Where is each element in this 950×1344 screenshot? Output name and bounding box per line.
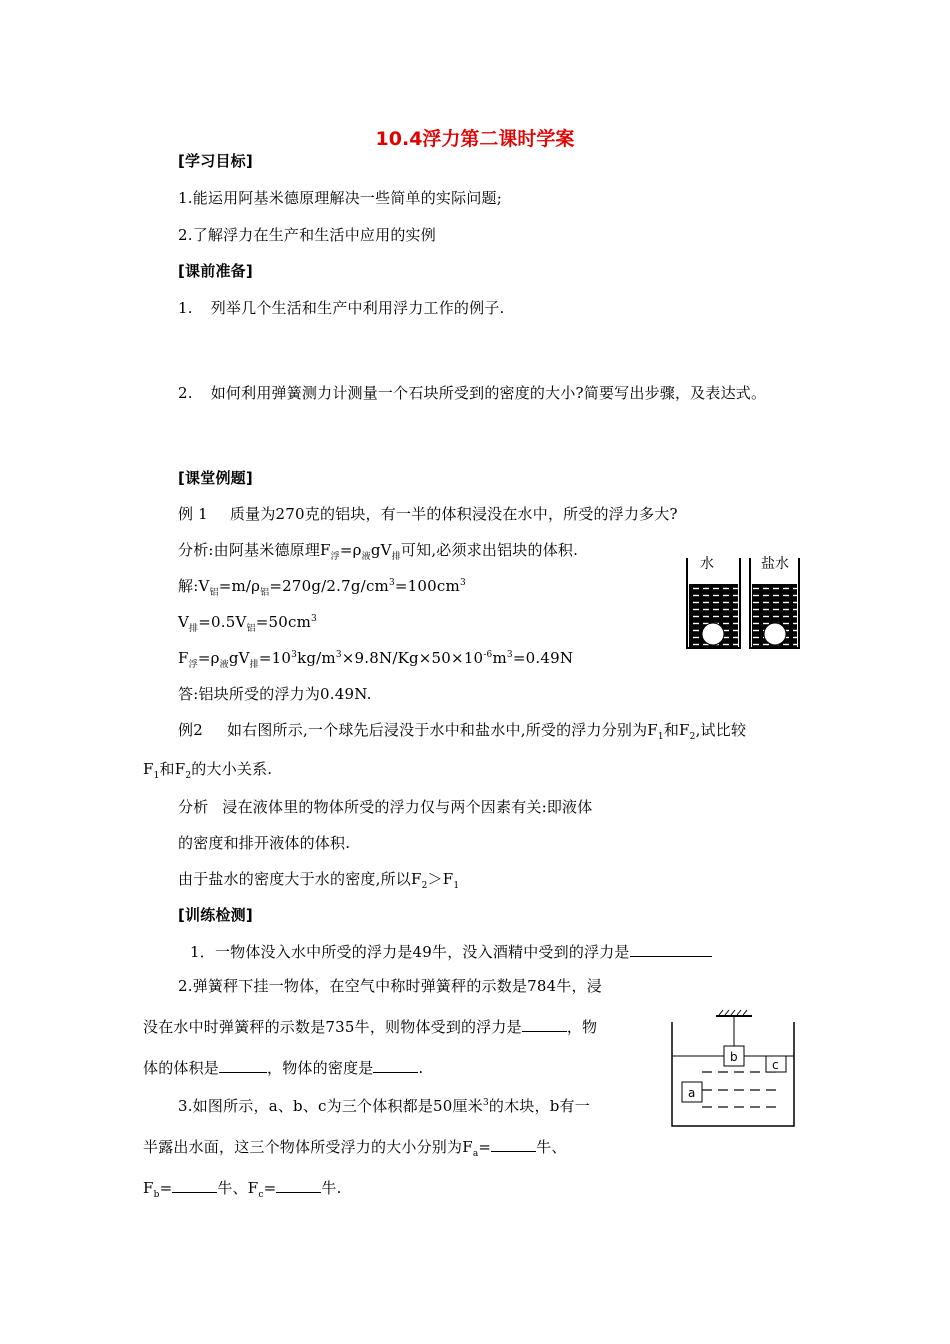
- section-heading-goals: [学习目标]: [178, 152, 253, 170]
- container: [672, 1022, 794, 1126]
- practice-question-3-cont2: $F_b=$ 牛、$F_c=$ 牛.: [143, 1179, 342, 1200]
- example-1-volume: $V_排=0.5V_铝=50cm^3$: [178, 613, 317, 634]
- prep-question-1: [178, 298, 505, 318]
- ceiling-mount: [716, 1010, 752, 1046]
- question-text: 如何利用弹簧测力计测量一个石块所受到的密度的大小?简要写出步骤，及表达式。: [210, 384, 767, 402]
- example-label: 例 1: [178, 505, 208, 523]
- example-1-answer: 答:铝块所受的浮力为0.49N.: [178, 685, 372, 703]
- answer-blank[interactable]: [630, 942, 712, 957]
- example-1-force: $F_浮=\rho_液gV_排=10^3kg/m^3\times 9.8N/Kg\times 50\times 10^{-6}m^3=0.49N$: [178, 649, 574, 670]
- beaker-salt-water: [750, 555, 799, 648]
- beaker-water: [687, 555, 740, 648]
- ball-icon: [764, 623, 786, 645]
- practice-question-2-cont2: 体的体积是 ，物体的密度是 .: [143, 1059, 424, 1077]
- example-text: 质量为270克的铝块，有一半的体积浸没在水中，所受的浮力多大?: [229, 505, 678, 523]
- question-number: 1.: [178, 299, 193, 317]
- label-a: a: [688, 1086, 696, 1100]
- label-b: b: [730, 1050, 738, 1064]
- water-dashes: [702, 1072, 776, 1107]
- label-c: c: [772, 1058, 779, 1072]
- answer-blank[interactable]: [172, 1178, 217, 1193]
- answer-blank[interactable]: [276, 1178, 321, 1193]
- example-1-solution: 解$:V_铝=m/\rho_铝=270g/2.7g/cm^3=100cm^3$: [178, 577, 466, 598]
- example-2-conclusion: 由于盐水的密度大于水的密度,所以$F_2>F_1$: [178, 870, 460, 891]
- answer-blank[interactable]: [219, 1058, 267, 1073]
- answer-blank[interactable]: [522, 1017, 567, 1032]
- prep-question-2: [178, 383, 766, 403]
- practice-question-3-cont: 半露出水面，这三个物体所受浮力的大小分别为$F_a=$ 牛、: [143, 1138, 567, 1159]
- ball-icon: [702, 623, 724, 645]
- question-number: 2.: [178, 384, 193, 402]
- label-water: 水: [700, 556, 714, 572]
- label-salt-water: 盐水: [761, 556, 789, 572]
- goal-item-1: 1.能运用阿基米德原理解决一些简单的实际问题;: [178, 189, 502, 207]
- practice-question-2-cont: 没在水中时弹簧秤的示数是735牛，则物体受到的浮力是 ，物: [143, 1018, 598, 1036]
- section-heading-practice: [训练检测]: [178, 906, 253, 924]
- blocks-figure: [668, 1008, 798, 1130]
- example-1: [178, 504, 678, 524]
- example-2-analysis-cont: 的密度和排开液体的体积.: [178, 834, 351, 852]
- example-1-analysis: 分析:由阿基米德原理$F_浮=\rho_液gV_排$可知,必须求出铝块的体积.: [178, 541, 579, 562]
- goal-item-2: 2.了解浮力在生产和生活中应用的实例: [178, 226, 436, 244]
- example-2-cont: $F_1$和$F_2$的大小关系.: [143, 760, 273, 781]
- example-label: 例2: [178, 721, 203, 739]
- practice-question-3: 3.如图所示，a、b、c为三个体积都是50厘米$^3$的木块，b有一: [178, 1097, 590, 1115]
- example-2-analysis: 分析 浸在液体里的物体所受的浮力仅与两个因素有关:即液体: [178, 798, 593, 816]
- example-2: 例2 如右图所示,一个球先后浸没于水中和盐水中,所受的浮力分别为$F_1$和$F_2$,试比较: [178, 721, 747, 742]
- practice-question-2: 2.弹簧秤下挂一物体，在空气中称时弹簧秤的示数是784牛，浸: [178, 977, 602, 995]
- practice-question-1: 1．一物体没入水中所受的浮力是49牛，没入酒精中受到的浮力是: [190, 942, 712, 962]
- answer-blank[interactable]: [491, 1137, 536, 1152]
- section-heading-prep: [课前准备]: [178, 262, 253, 280]
- answer-blank[interactable]: [373, 1058, 418, 1073]
- beaker-figure: [682, 550, 802, 655]
- question-text: 列举几个生活和生产中利用浮力工作的例子.: [210, 299, 505, 317]
- section-heading-examples: [课堂例题]: [178, 469, 253, 487]
- page-title: 10.4浮力第二课时学案: [375, 128, 575, 150]
